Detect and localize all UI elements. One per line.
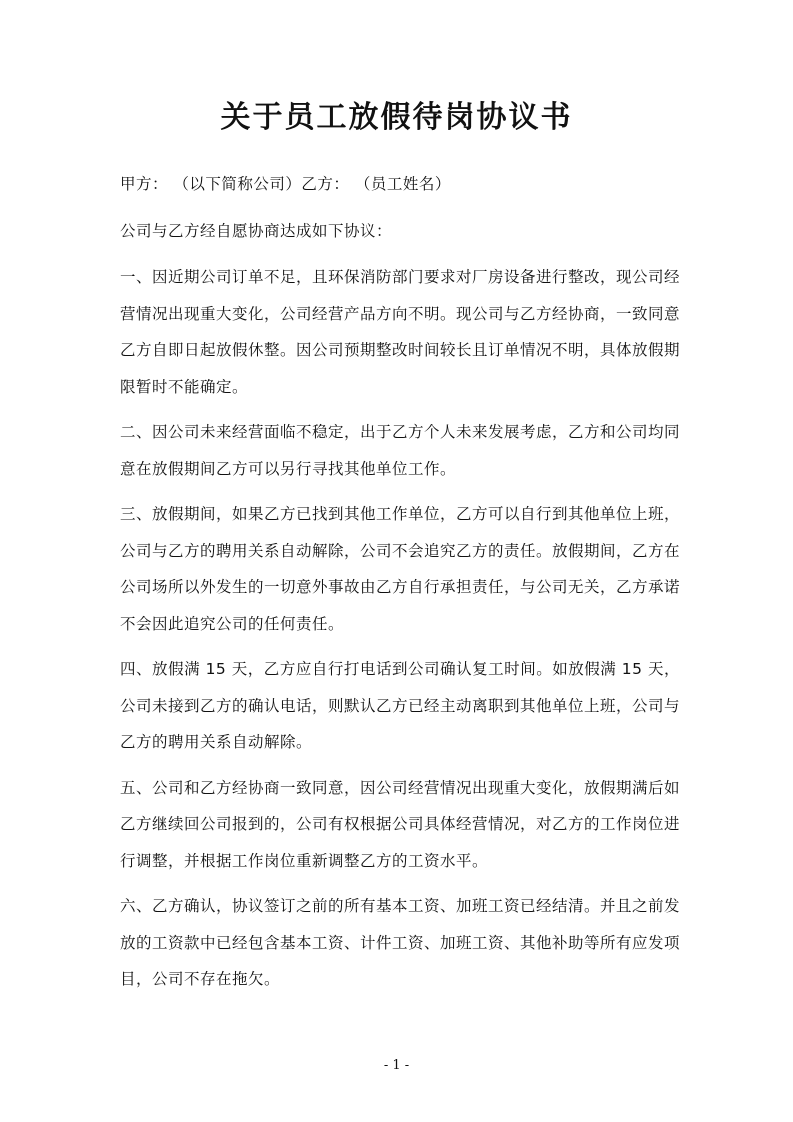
page-number: - 1 -: [383, 1058, 410, 1073]
clause-2: 二、因公司未来经营面临不稳定，出于乙方个人未来发展考虑，乙方和公司均同意在放假期间乙方可以另行寻找其他单位工作。: [120, 423, 681, 478]
document-title: 关于员工放假待岗协议书: [220, 100, 573, 135]
document-body: [120, 166, 680, 1007]
clause-1: 一、因近期公司订单不足，且环保消防部门要求对厂房设备进行整改，现公司经营情况出现重大变化，公司经营产品方向不明。现公司与乙方经协商，一致同意乙方自即日起放假休整。因公司预期整改时间较长且订单情况不明，具体放假期限暂时不能确定。: [120, 268, 681, 396]
parties-line: 甲方： （以下简称公司）乙方： （员工姓名）: [120, 175, 451, 193]
clause-4: 四、放假满 15 天，乙方应自行打电话到公司确认复工时间。如放假满 15 天，公司未接到乙方的确认电话，则默认乙方已经主动离职到其他单位上班，公司与乙方的聘用关系自动解除。: [120, 660, 681, 751]
clause-5: 五、公司和乙方经协商一致同意，因公司经营情况出现重大变化，放假期满后如乙方继续回公司报到的，公司有权根据公司具体经营情况，对乙方的工作岗位进行调整，并根据工作岗位重新调整乙方的工资水平。: [120, 778, 681, 870]
clause-3: 三、放假期间，如果乙方已找到其他工作单位，乙方可以自行到其他单位上班，公司与乙方的聘用关系自动解除，公司不会追究乙方的责任。放假期间，乙方在公司场所以外发生的一切意外事故由乙方自行承担责任，与公司无关，乙方承诺不会因此追究公司的任何责任。: [120, 505, 681, 633]
clause-6: 六、乙方确认，协议签订之前的所有基本工资、加班工资已经结清。并且之前发放的工资款中已经包含基本工资、计件工资、加班工资、其他补助等所有应发项目，公司不存在拖欠。: [120, 897, 681, 988]
intro-line: 公司与乙方经自愿协商达成如下协议：: [120, 221, 393, 240]
